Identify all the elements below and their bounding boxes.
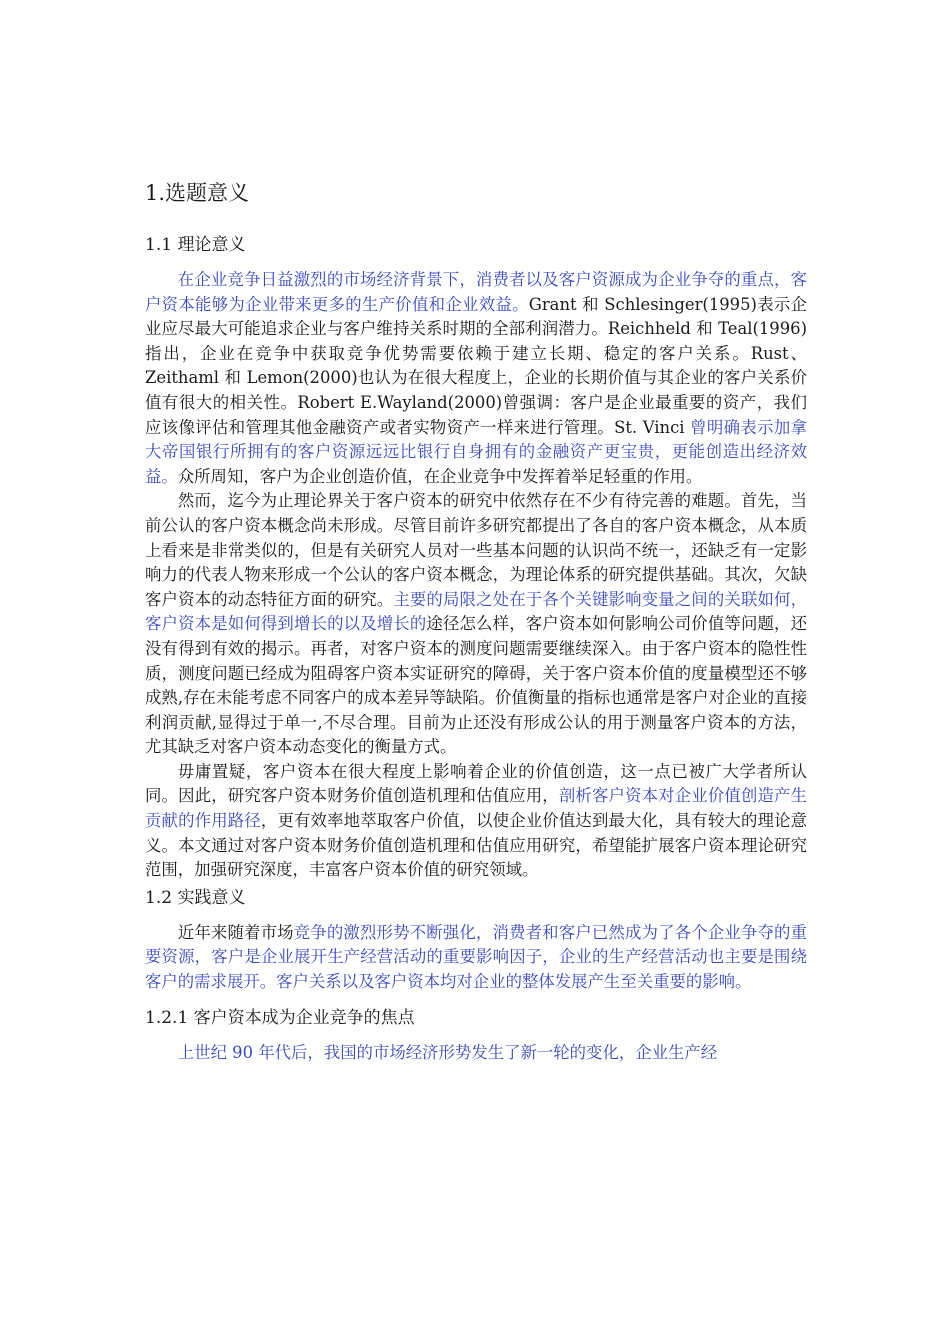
body-text: 然而，迄今为止理论界关于客户资本的研究中依然存在不少有待完善的难题。首先，当前公认的客户资本概念尚未形成。尽管目前许多研究都提出了各自的客户资本概念，从本质上看来是非常类似的，但是有关研究人员对一些基本问题的认识尚不统一，还缺乏有一定影响力的代表人物来形成一个公认的客户资本概念，为理论体系的研究提供基础。其次，欠缺客户资本的动态特征方面的研究。 — [145, 491, 807, 609]
section-title-1-2-1: 1.2.1 客户资本成为企业竞争的焦点 — [145, 1007, 415, 1028]
section-title-1-2: 1.2 实践意义 — [145, 887, 246, 908]
body-text: Grant 和 Schlesinger(1995)表示企业应尽最大可能追求企业与客户维持关系时期的全部利润潜力。Reichheld 和 Teal(1996)指出，企业在竞争中获取竞争优势需要依赖于建立长期、稳定的客户关系。Rust、Zeithaml 和 Lemon(2000)也认为在很大程度上，企业的长期价值与其企业的客户关系价值有很大的相关性。Robert E.Wayland(2000)曾强调：客户是企业最重要的资产，我们应该像评估和管理其他金融资产或者实物资产一样来进行管理。St. Vinci — [145, 294, 807, 437]
paragraph-theory-2 — [145, 489, 807, 760]
body-text: ，更有效率地萃取客户价值，以使企业价值达到最大化，具有较大的理论意义。本文通过对客户资本财务价值创造机理和估值应用研究，希望能扩展客户资本理论研究范围，加强研究深度，丰富客户资本价值的研究领域。 — [145, 811, 808, 880]
highlight-text: 上世纪 90 年代后，我国的市场经济形势发生了新一轮的变化，企业生产经 — [177, 1042, 718, 1062]
paragraph-theory-3 — [145, 760, 807, 883]
highlight-text: 主要的局限之处在于各个关键影响变量之间的关联如何，客户资本是如何得到增长的以及增长的 — [145, 589, 807, 634]
section-title-1: 1.选题意义 — [145, 181, 250, 205]
section-title-1-1: 1.1 理论意义 — [145, 235, 246, 255]
paragraph-practice-1 — [145, 921, 807, 995]
highlight-text: 竞争的激烈形势不断强化，消费者和客户已然成为了各个企业争夺的重要资源，客户是企业展开生产经营活动的重要影响因子，企业的生产经营活动也主要是围绕客户的需求展开。客户关系以及客户资本均对企业的整体发展产生至关重要的影响。 — [145, 922, 807, 992]
highlight-text: 在企业竞争日益激烈的市场经济背景下，消费者以及客户资源成为企业争夺的重点，客户资本能够为企业带来更多的生产价值和企业效益。 — [145, 270, 807, 314]
body-text: 毋庸置疑，客户资本在很大程度上影响着企业的价值创造，这一点已被广大学者所认同。因此，研究客户资本财务价值创造机理和估值应用， — [145, 761, 807, 806]
body-text: 众所周知，客户为企业创造价值，在企业竞争中发挥着举足轻重的作用。 — [177, 466, 703, 486]
highlight-text: 曾明确表示加拿大帝国银行所拥有的客户资源远远比银行自身拥有的金融资产更宝贵，更能创造出经济效益。 — [145, 417, 807, 486]
body-text: 途径怎么样，客户资本如何影响公司价值等问题，还没有得到有效的揭示。再者，对客户资本的测度问题需要继续深入。由于客户资本的隐性性质，测度问题已经成为阻碍客户资本实证研究的障碍，关于客户资本价值的度量模型还不够成熟,存在未能考虑不同客户的成本差异等缺陷。价值衡量的指标也通常是客户对企业的直接利润贡献,显得过于单一,不尽合理。目前为止还没有形成公认的用于测量客户资本的方法，尤其缺乏对客户资本动态变化的衡量方式。 — [145, 614, 808, 757]
document-page — [145, 178, 807, 1065]
paragraph-practice-2 — [145, 1041, 807, 1066]
body-text: 近年来随着市场 — [177, 922, 294, 942]
paragraph-theory-1 — [145, 268, 807, 489]
highlight-text: 剖析客户资本对企业价值创造产生贡献的作用路径 — [145, 786, 808, 831]
